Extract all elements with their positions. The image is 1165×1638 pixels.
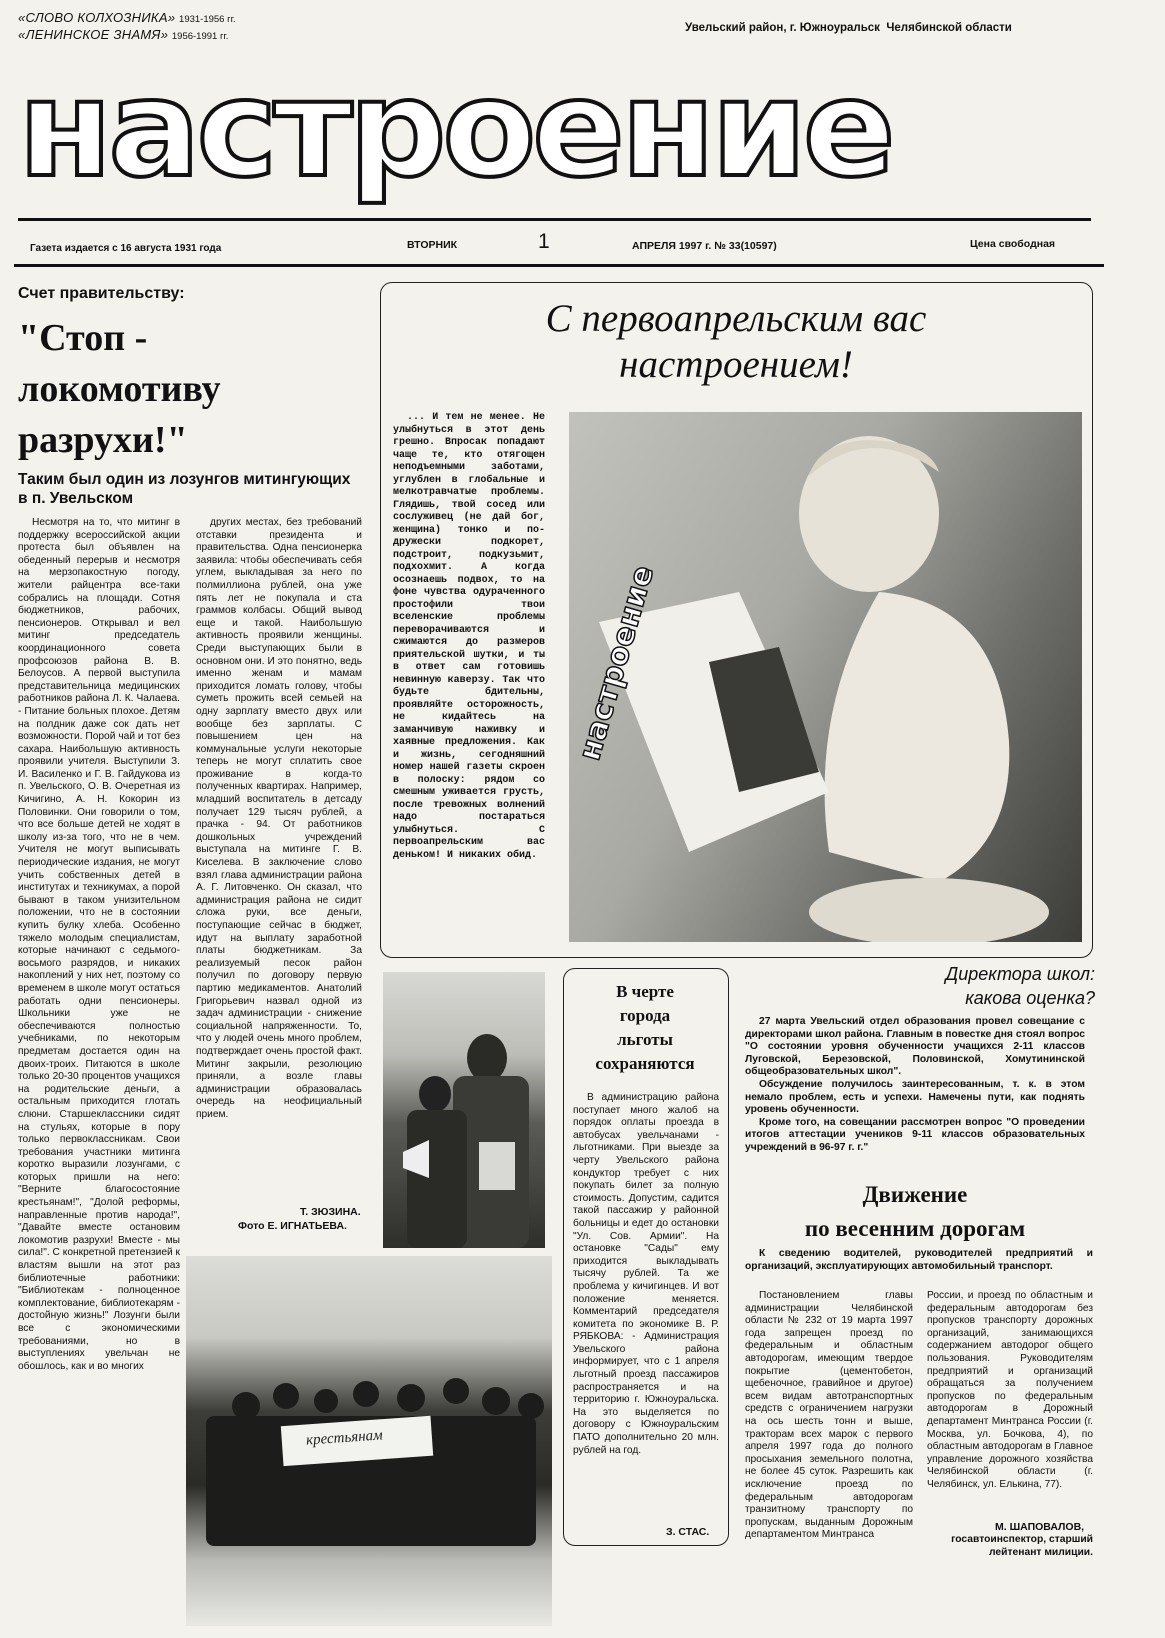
masthead-rule-bottom [14,264,1104,267]
schools-p3: Кроме того, на совещании рассмотрен вопрос "О проведении итогов аттестации учеников 9-11 классов образовательных учреждений в 96-97 г. г." [745,1116,1085,1153]
schools-text [745,1016,1085,1155]
speaker-graphic [383,972,545,1248]
child-photo [569,412,1082,942]
benefits-title-line-1: В черте [616,982,674,1001]
left-subhead: Таким был один из лозунгов митингующих в п. Увельском [18,471,351,507]
left-col-2 [196,517,362,1213]
roads-title-line-1: Движение [862,1182,968,1207]
child-reading-graphic [569,412,1082,942]
left-headline [18,313,221,466]
benefits-title-line-4: сохраняются [595,1054,695,1073]
photo-newspaper-logo: настроение [572,561,662,765]
benefits-title-line-3: льготы [617,1030,673,1049]
rally-banner-text: крестьянам [305,1427,384,1449]
weekday: ВТОРНИК [407,239,458,251]
left-headline-line-1: "Стоп - [18,317,148,359]
benefits-text-col [573,1092,719,1522]
newspaper-logo: настроение [18,51,892,207]
roads-title-line-2: по весенним дорогам [804,1216,1026,1241]
left-kicker: Счет правительству: [18,285,185,302]
roads-col-2-text: России, и проезд по областным и федеральным автодорогам без пропусков транспорту дорожных организаций, занимающихся содержанием автодорог общего пользования. Руководителям предприятий и организаций обращаться за получением пропусков по федеральным автодорогам в Дорожный департамент Минтранса России (г. Москва, ул. Бочкова, 4), по областным автодорогам в Главное управление дорожного хозяйства Челябинской области (г. Челябинск, ул. Елькина, 77). [927,1290,1093,1490]
since-line: Газета издается с 16 августа 1931 года [30,243,222,254]
former-titles [18,10,338,42]
schools-title [860,962,1095,1010]
left-headline-line-3: разрухи!" [18,419,188,461]
roads-lead-text: К сведению водителей, руководителей предприятий и организаций, эксплуатирующих автомобильный транспорт. [745,1248,1093,1272]
former-title-1: «СЛОВО КОЛХОЗНИКА» [18,10,176,25]
schools-p2: Обсуждение получилось заинтересованным, т. к. в этом немало проблем, есть и успехи. Намечены пути, как поднять уровень обученности. [745,1078,1085,1116]
feature-title-line-2: настроением! [619,343,853,386]
feature-title-line-1: С первоапрельским вас [545,297,927,340]
issue-line: АПРЕЛЯ 1997 г. № 33(10597) [632,240,777,252]
left-photo-credit: Фото Е. ИГНАТЬЕВА. [238,1220,347,1232]
rally-photo [186,1256,552,1626]
day-number: 1 [538,230,550,253]
roads-col-2 [927,1290,1093,1515]
speaker-photo [383,972,545,1248]
roads-title [745,1178,1085,1246]
benefits-author: З. СТАС. [666,1526,710,1538]
roads-author: М. ШАПОВАЛОВ, [995,1521,1085,1533]
former-years-2: 1956-1991 гг. [171,31,229,42]
region-line: Увельский район, г. Южноуральск Челябинской области [685,22,1012,34]
former-title-2: «ЛЕНИНСКОЕ ЗНАМЯ» [18,27,169,42]
benefits-text: В администрацию района поступает много жалоб на порядок оплаты проезда в автобусах увельчанами - льготниками. При выезде за черту Увельского района кондуктор требует с них покупать билет за полную стоимость. Допустим, садится такой пассажир у районной больницы и едет до остановки "Ул. Сов. Армии". На остановке "Сады" ему приходится выкладывать тысячу рублей. Та же проблема у кичигинцев. И вот положение меняется. Комментарий председателя комитета по экономике В. Р. РЯБКОВА: - Администрация Увельского района информирует, что с 1 апреля льготный проезд пассажиров распространяется и на территорию г. Южноуральска. На это выделяется по договору с Южноуральским ПАТО дополнительно 20 млн. рублей на год. [573,1092,719,1456]
former-years-1: 1931-1956 гг. [179,14,236,25]
feature-title [384,296,1088,388]
roads-col-1-text: Постановлением главы администрации Челябинской области № 232 от 19 марта 1997 года запрещен проезд по федеральным и областным автодорогам, имеющим твердое покрытие (цементобетон, щебеночное, гравийное и другое) всем видам автотранспортных средств с ограничением нагрузки на ось шесть тонн и выше, тракторам всех марок с первого апреля 1997 года до полного просыхания земельного полотна, не более 45 суток. Разрешить как исключение проезд по федеральным автодорогам транзитному транспорту по пропускам, выданным Дорожным департаментом Минтранса [745,1290,913,1541]
left-col-1 [18,517,180,1612]
feature-text-col [393,412,545,942]
benefits-title-line-2: города [619,1006,671,1025]
schools-p1: 27 марта Увельский отдел образования провел совещание с директорами школ района. Главным в повестке дня стоял вопрос "О состоянии уровня обученности учащихся 2-11 классов Луговской, Березовской, Половинской, Хомутининской общеобразовательных школ". [745,1016,1085,1078]
left-author: Т. ЗЮЗИНА. [300,1206,361,1218]
masthead-rule-top [18,218,1091,221]
price: Цена свободная [970,238,1056,250]
roads-lead [745,1248,1093,1273]
feature-text: ... И тем не менее. Не улыбнуться в этот день грешно. Впросак попадают чаще те, кто отягощен неподъемными заботами, углублен в глобальные и мелкотравчатые проблемы. Глядишь, твой сосед или сослуживец (не дай бог, женщина) тонко и по-дружески подкорет, подстроит, подкузьмит, подхохмит. А когда осознаешь подвох, то на фоне чувства одураченного простофили твои вселенские проблемы переворачиваются и сжимаются до размеров приятельской шутки, и ты в ответ сам готовишь невинную каверзу. Так что будьте бдительны, проявляйте осторожность, не кидайтесь на заманчивую наживку и хаявные предложения. Как и жизнь, сегодняшний номер нашей газеты скроен в полоску: рядом со смешным уживается грусть, после тревожных волнений надо постараться улыбнуться. С первоапрельским вас деньком! И никаких обид. [393,412,545,861]
benefits-title [566,980,724,1076]
roads-col-1 [745,1290,913,1616]
schools-title-line-1: Директора школ: [945,964,1095,984]
roads-author-role: госавтоинспектор, старший лейтенант милиции. [951,1534,1093,1558]
left-headline-line-2: локомотиву [18,368,221,410]
left-col-1-text: Несмотря на то, что митинг в поддержку всероссийской акции протеста был объявлен на обеденный перерыв и несмотря на мерзопакостную погоду, жители райцентра все-таки собрались на площади. Сотня бюджетников, рабочих, пенсионеров. Открывал и вел митинг председатель координационного совета профсоюзов района В. В. Белоусов. А первой выступила представительница медицинских работников района Л. К. Чалаева. - Питание больных плохое. Детям на полдник даже сок дать нет возможности. Порой чай и тот без сахара. Наибольшую активность проявили учителя. Выступили З. И. Василенко и Г. В. Гайдукова из п. Увельского, О. В. Очеретная из Кичигино, А. Н. Кокорин из Половинки. Они говорили о том, что все больше детей не ходят в школу из-за того, что не в чем. Учителя не могут выписывать периодические издания, не могут учить собственных детей в институтах и техникумах, а порой бывают в таком унизительном положении, что не в состоянии купить булку хлеба. Особенно тяжело молодым специалистам, которые начинают с седьмого-восьмого разрядов, и никаких накоплений у них нет, поэтому со временем в школе могут остаться работать одни пенсионеры. Школьники уже не обеспечиваются полностью учебниками, по некоторым предметам достается один на двоих-троих. Питаются в школе только 20-30 процентов учащихся на родительские деньги, а остальным приходится глотать слюни. Старшеклассники сидят на стульях, которые в пору только первоклассникам. Свои требования участники митинга коротко выразили лозунгами, с которых пришли на него: "Верните благосостояние крестьянам!", "Долой реформы, направленные против народа!", "Давайте вместе остановим локомотив разрухи! Вместе - мы сила!". С конкретной претензией к властям вышли на этот раз библиотечные работники: "Библиотекам - полноценное комплектование, библиотекарям - достойную жизнь!" Лозунги были все с экономическими требованиями, но в выступлениях увельчан не обошлось, как и во многих [18,517,180,1372]
schools-title-line-2: какова оценка? [965,988,1095,1008]
left-col-2-text: других местах, без требований отставки президента и правительства. Одна пенсионерка заявила: чтобы обеспечивать себя углем, выкладывая за него по полмиллиона рублей, она уже пять лет не покупала и ста граммов колбасы. Общий вывод еще и такой. Наибольшую активность проявили женщины. Среди выступающих были в основном они. И это понятно, ведь именно женам и мамам приходится ломать голову, чтобы суметь прожить всей семьей на одну зарплату вместо двух или вообще без зарплаты. С повышением цен на коммунальные услуги некоторые теперь не могут сплатить свое проживание в когда-то полученных квартирах. Например, младший воспитатель в детсаду получает 129 тысяч рублей, а прачка - 94. От работников дошкольных учреждений выступала на митинге Г. В. Киселева. В заключение слово взял глава администрации района А. Г. Литовченко. Он сказал, что администрация района не сидит сложа руки, все деньги, поступающие сейчас в бюджет, идут на выплату заработной платы бюджетникам. За реализуемый песок район получил по договору первую партию медикаментов. Анатолий Григорьевич назвал одной из задач администрации - снижение социальной напряженности. То, что у людей очень много проблем, подтверждает очень простой факт. Митинг закрыли, резолюцию приняли, а возле главы администрации образовалась очередь на неофициальный прием. [196,517,362,1120]
